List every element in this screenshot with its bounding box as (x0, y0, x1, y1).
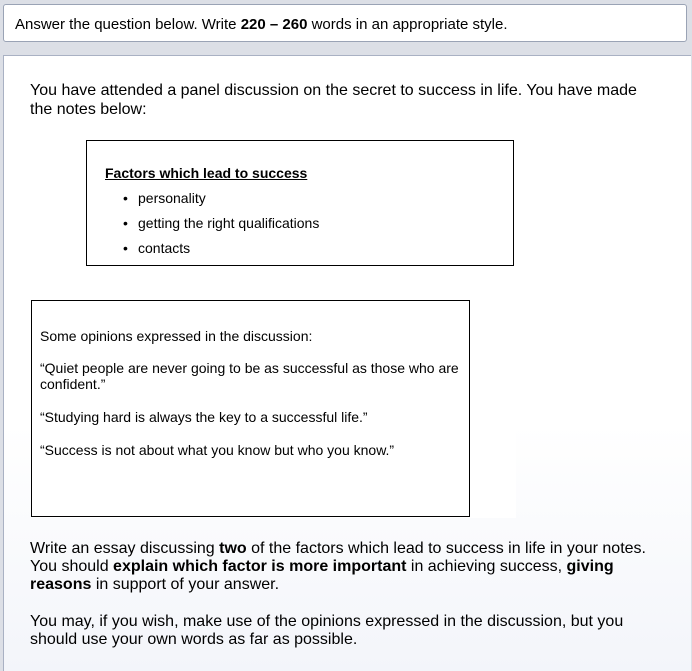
factor-label: personality (138, 190, 206, 206)
word-count-range: 220 – 260 (240, 16, 308, 33)
notes-area (31, 140, 516, 518)
task-emphasis: giving reasons (30, 558, 614, 593)
task-text: in support of your answer. (91, 576, 280, 593)
bullet-icon: • (123, 190, 128, 206)
question-panel (3, 55, 691, 671)
intro-text: You have attended a panel discussion on the secret to success in life. You have made the notes below: (30, 82, 637, 118)
task-text: of the factors which lead to success in life in your notes. You should (30, 540, 646, 575)
factors-list (123, 190, 319, 265)
essay-task (30, 540, 650, 594)
factor-label: getting the right qualifications (138, 215, 320, 231)
opinions-heading: Some opinions expressed in the discussion: (40, 328, 313, 344)
bullet-icon: • (123, 215, 128, 231)
instruction-post: words in an appropriate style. (307, 16, 508, 33)
factors-box (86, 140, 514, 266)
opinion-quote: “Quiet people are never going to be as successful as those who are confident.” (40, 360, 459, 392)
instruction-bar (3, 4, 687, 42)
instruction-pre: Answer the question below. Write (15, 16, 241, 33)
optional-note: You may, if you wish, make use of the opinions expressed in the discussion, but you should use your own words as far as possible. (30, 613, 624, 648)
factors-title: Factors which lead to success (105, 165, 308, 181)
opinions-box (31, 300, 470, 517)
factor-item (123, 240, 319, 265)
opinion-quote: “Success is not about what you know but who you know.” (40, 442, 395, 458)
task-emphasis: two (219, 540, 247, 557)
task-text: Write an essay discussing (30, 540, 220, 557)
task-text: in achieving success, (406, 558, 567, 575)
factor-item (123, 190, 319, 215)
task-emphasis: explain which factor is more important (113, 558, 407, 575)
opinion-quote: “Studying hard is always the key to a successful life.” (40, 409, 368, 425)
instruction-text (15, 16, 508, 33)
factor-label: contacts (138, 240, 191, 256)
bullet-icon: • (123, 240, 128, 256)
factor-item (123, 215, 319, 240)
